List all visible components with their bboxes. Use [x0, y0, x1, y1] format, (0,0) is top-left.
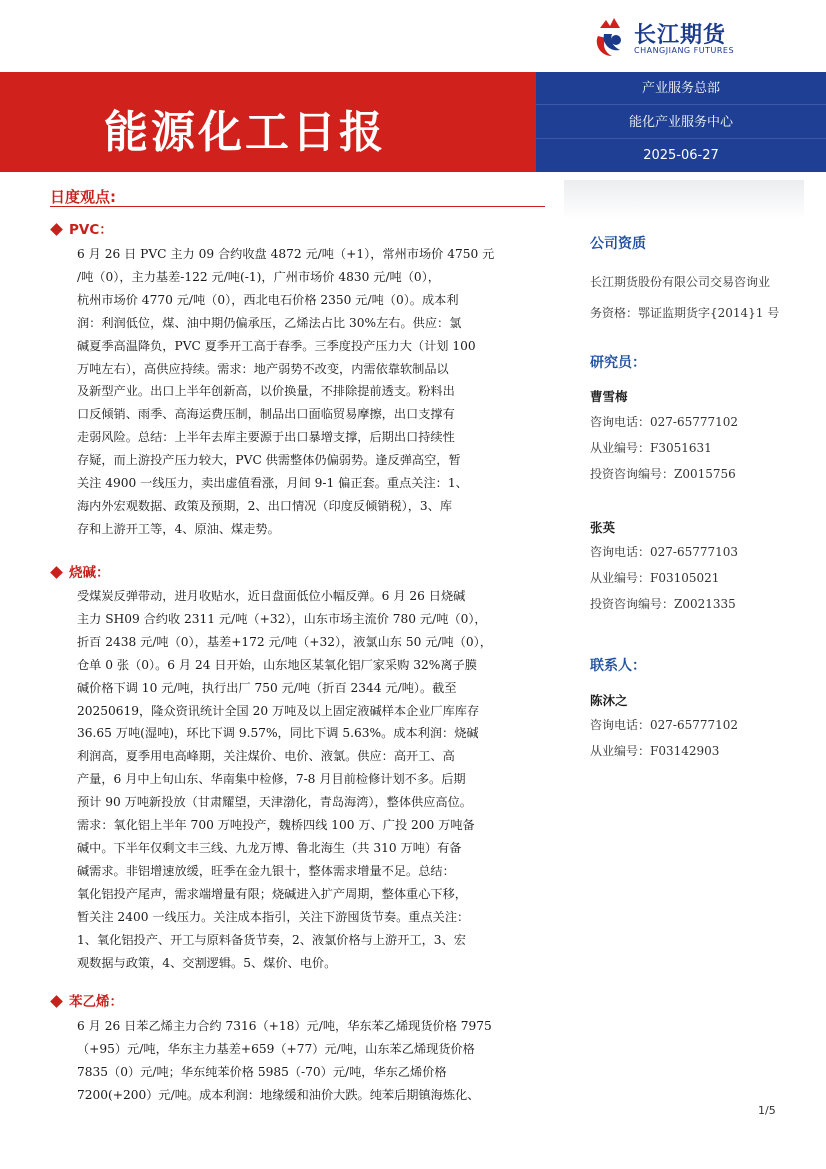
- section-title-caustic-soda: [52, 561, 110, 581]
- text-line: 暂关注 2400 一线压力。关注成本指引，关注下游囤货节奏。重点关注：: [77, 909, 470, 924]
- text-line: 6 月 26 日 PVC 主力 09 合约收盘 4872 元/吨（+1），常州市场价 4750 元: [77, 247, 495, 261]
- text-line: 海内外宏观数据、政策及预期，2、出口情况（印度反倾销税），3、库: [77, 498, 453, 513]
- header-date: 2025-06-27: [643, 148, 719, 163]
- text-line: 7835（0）元/吨；华东纯苯价格 5985（-70）元/吨，华东乙烯价格: [77, 1064, 447, 1079]
- text-line: 润：利润低位，煤、油中期仍偏承压，乙烯法占比 30%左右。供应：氯: [77, 315, 462, 330]
- text-line: 走弱风险。总结：上半年去库主要源于出口暴增支撑，后期出口持续性: [77, 430, 455, 445]
- contact-name: 陈沐之: [590, 693, 628, 708]
- text-line: 受煤炭反弹带动，进月收贴水，近日盘面低位小幅反弹。6 月 26 日烧碱: [77, 589, 466, 603]
- section-title-text: PVC：: [69, 222, 113, 238]
- text-line: 杭州市场价 4770 元/吨（0），西北电石价格 2350 元/吨（0）。成本利: [77, 292, 459, 307]
- company-qualification-heading: 公司资质: [590, 236, 646, 252]
- text-line: 关注 4900 一线压力，卖出虚值看涨，月间 9-1 偏正套。重点关注：1、: [77, 476, 468, 491]
- text-line: 存和上游开工等，4、原油、煤走势。: [77, 521, 280, 536]
- text-line: 观数据与政策，4、交割逻辑。5、煤价、电价。: [77, 955, 337, 970]
- text-line: 36.65 万吨(湿吨)，环比下调 9.57%，同比下调 5.63%。成本利润：烧碱: [77, 726, 479, 741]
- contact-cert: 从业编号：F03142903: [590, 744, 720, 758]
- text-line: 氧化铝投产尾声，需求端增量有限；烧碱进入扩产周期，整体重心下移，: [77, 886, 467, 901]
- researcher-consult-number: 投资咨询编号：Z0021335: [590, 597, 736, 611]
- side-panel-shade: [564, 180, 804, 220]
- text-line: 碱价格下调 10 元/吨，执行出厂 750 元/吨（折百 2344 元/吨）。截至: [77, 680, 457, 695]
- researcher-cert: 从业编号：F3051631: [590, 441, 712, 455]
- text-line: 预计 90 万吨新投放（甘肃耀望，天津渤化，青岛海湾），整体供应高位。: [77, 795, 472, 810]
- diamond-bullet-icon: [50, 566, 63, 579]
- researcher-phone: 咨询电话：027-65777103: [590, 545, 739, 559]
- company-logo: [590, 14, 770, 60]
- researcher-phone: 咨询电话：027-65777102: [590, 415, 739, 429]
- text-line: 及新型产业。出口上半年创新高，以价换量，不排除提前透支。粉料出: [77, 384, 455, 399]
- text-line: 6 月 26 日苯乙烯主力合约 7316（+18）元/吨，华东苯乙烯现货价格 7975: [77, 1019, 492, 1033]
- text-line: 产量，6 月中上旬山东、华南集中检修，7-8 月目前检修计划不多。后期: [77, 772, 466, 787]
- text-line: 折百 2438 元/吨（0），基差+172 元/吨（+32），液氯山东 50 元/吨（0），: [77, 634, 492, 649]
- researcher-consult-number: 投资咨询编号：Z0015756: [590, 467, 736, 481]
- text-line: /吨（0），主力基差-122 元/吨(-1)，广州市场价 4830 元/吨（0），: [77, 269, 440, 284]
- researcher-name: 曹雪梅: [590, 389, 628, 404]
- researcher-name: 张英: [590, 520, 616, 535]
- text-line: （+95）元/吨，华东主力基差+659（+77）元/吨，山东苯乙烯现货价格: [77, 1041, 475, 1056]
- logo-mark-icon: [590, 14, 630, 60]
- report-title: 能源化工日报: [104, 107, 386, 158]
- diamond-bullet-icon: [50, 223, 63, 236]
- text-line: 需求：氧化铝上半年 700 万吨投产，魏桥四线 100 万、广投 200 万吨备: [77, 818, 475, 833]
- text-line: 碱中。下半年仅剩文丰三线、九龙万博、鲁北海生（共 310 万吨）有备: [77, 840, 462, 855]
- logo-chinese-name: 长江期货: [634, 23, 727, 48]
- text-line: 万吨左右），高供应持续。需求：地产弱势不改变，内需依靠软制品以: [77, 361, 449, 376]
- daily-view-heading: 日度观点:: [50, 188, 116, 206]
- section-body-caustic-soda: [77, 585, 540, 974]
- text-line: 1、氧化铝投产、开工与原料备货节奏，2、液氯价格与上游开工，3、宏: [77, 932, 466, 947]
- researcher-cert: 从业编号：F03105021: [590, 571, 720, 585]
- header-department: 产业服务总部: [536, 72, 826, 105]
- text-line: 存疑，而上游投产压力较大，PVC 供需整体仍偏弱势。逢反弹高空，暂: [77, 453, 461, 468]
- header-info-band: [536, 72, 826, 172]
- text-line: 仓单 0 张（0）。6 月 24 日开始，山东地区某氧化铝厂家采购 32%离子膜: [77, 657, 477, 672]
- company-qualification-line: 长江期货股份有限公司交易咨询业: [590, 275, 771, 289]
- section-body-pvc: [77, 243, 540, 541]
- text-line: 碱需求。非铝增速放缓，旺季在金九银十，整体需求增量不足。总结：: [77, 863, 455, 878]
- section-title-text: 苯乙烯：: [69, 994, 123, 1010]
- section-title-pvc: [52, 218, 113, 238]
- contact-heading: 联系人：: [590, 658, 646, 674]
- page-number: 1/5: [758, 1104, 776, 1117]
- text-line: 7200(+200）元/吨。成本利润：地缘缓和油价大跌。纯苯后期镇海炼化、: [77, 1087, 480, 1102]
- text-line: 利润高，夏季用电高峰期，关注煤价、电价、液氯。供应：高开工、高: [77, 749, 455, 764]
- text-line: 碱夏季高温降负，PVC 夏季开工高于春季。三季度投产压力大（计划 100: [77, 338, 476, 353]
- contact-phone: 咨询电话：027-65777102: [590, 718, 739, 732]
- text-line: 20250619，隆众资讯统计全国 20 万吨及以上固定液碱样本企业厂库库存: [77, 703, 480, 718]
- text-line: 口反倾销、雨季、高海运费压制，制品出口面临贸易摩擦，出口支撑有: [77, 407, 455, 422]
- heading-divider: [50, 206, 545, 207]
- researcher-heading: 研究员：: [590, 355, 646, 371]
- company-qualification-line: 务资格：鄂证监期货字{2014}1 号: [590, 306, 780, 320]
- section-body-styrene: [77, 1015, 540, 1107]
- diamond-bullet-icon: [50, 995, 63, 1008]
- section-title-text: 烧碱：: [69, 565, 110, 581]
- logo-english-name: CHANGJIANG FUTURES: [634, 46, 735, 55]
- header-center: 能化产业服务中心: [536, 106, 826, 139]
- section-title-styrene: [52, 990, 123, 1010]
- text-line: 主力 SH09 合约收 2311 元/吨（+32），山东市场主流价 780 元/吨（0），: [77, 611, 487, 626]
